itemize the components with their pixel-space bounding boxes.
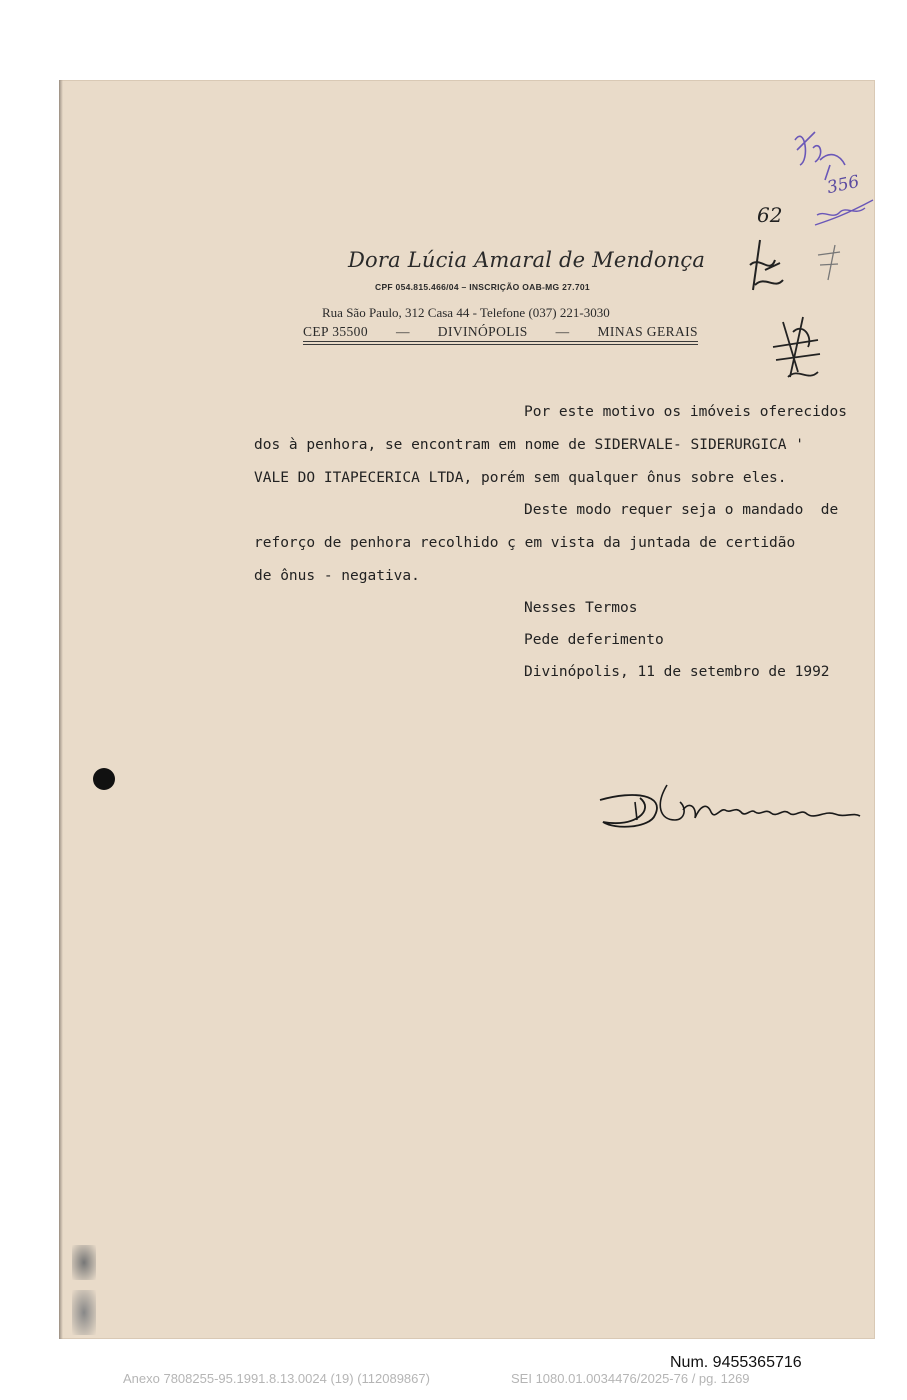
handwritten-page-number: 62 [757,203,783,227]
letterhead [0,0,907,360]
handwritten-folio-number: 356 [825,171,862,199]
date-line: Divinópolis, 11 de setembro de 1992 [524,664,830,680]
sei-reference: SEI 1080.01.0034476/2025-76 / pg. 1269 [511,1371,750,1386]
annex-reference: Anexo 7808255-95.1991.8.13.0024 (19) (112089867) [123,1371,430,1386]
letterhead-address: Rua São Paulo, 312 Casa 44 - Telefone (037) 221-3030 [322,305,610,320]
letterhead-dash-1: — [395,324,410,339]
handwritten-rubric-2 [810,240,850,285]
letterhead-city-line [303,324,698,340]
ink-blot [93,768,115,790]
page-smudge [72,1290,96,1335]
handwritten-initials-purple [785,120,880,240]
paragraph-2-line-3: de ônus - negativa. [254,568,420,584]
letterhead-cep: CEP 35500 [303,324,368,339]
paragraph-1-line-2: dos à penhora, se encontram em nome de SIDERVALE- SIDERURGICA ' [254,437,804,453]
letterhead-rule-top [303,341,698,342]
letterhead-name: Dora Lúcia Amaral de Mendonça [348,248,706,272]
paragraph-1-line-3: VALE DO ITAPECERICA LTDA, porém sem qualquer ônus sobre eles. [254,470,787,486]
handwritten-rubric-3 [768,312,828,387]
document-number: Num. 9455365716 [670,1354,802,1371]
handwritten-rubric-1 [745,235,790,300]
paragraph-2-line-2: reforço de penhora recolhido ç em vista da juntada de certidão [254,535,796,551]
letterhead-rule-bottom [303,344,698,345]
letterhead-dash-2: — [555,324,570,339]
page-smudge [72,1245,96,1280]
handwritten-signature [595,780,865,835]
closing-line-1: Nesses Termos [524,600,638,616]
paragraph-2-line-1: Deste modo requer seja o mandado de [524,502,839,518]
letterhead-city: DIVINÓPOLIS [437,324,528,339]
paragraph-1-line-1: Por este motivo os imóveis oferecidos [524,404,848,420]
letterhead-state: MINAS GERAIS [597,324,698,339]
closing-line-2: Pede deferimento [524,632,664,648]
letterhead-cpf-line: CPF 054.815.466/04 – INSCRIÇÃO OAB-MG 27.701 [375,282,590,292]
